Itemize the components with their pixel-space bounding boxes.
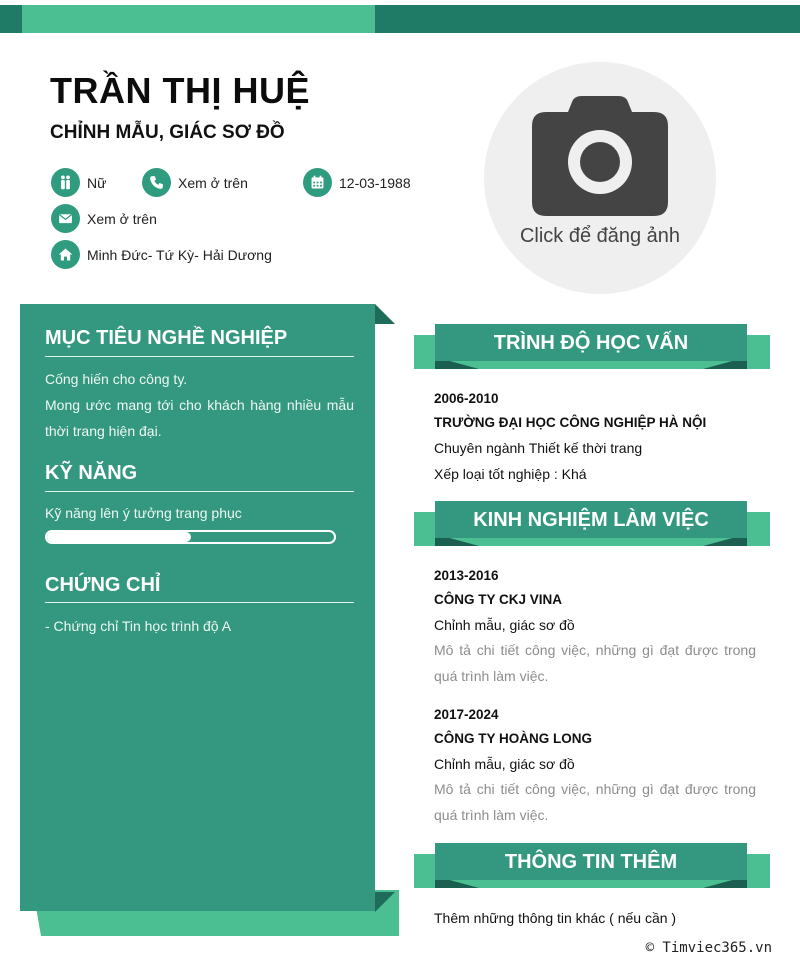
experience-ribbon	[414, 501, 770, 559]
education-period[interactable]: 2006-2010	[434, 391, 499, 406]
envelope-icon	[51, 204, 80, 233]
job-1-position[interactable]: Chỉnh mẫu, giác sơ đồ	[434, 617, 575, 633]
objective-line-2[interactable]: Mong ước mang tới cho khách hàng nhiều mẫu thời trang hiện đại.	[45, 397, 354, 439]
address-info[interactable]	[51, 240, 272, 269]
job-1-company[interactable]: CÔNG TY CKJ VINA	[434, 592, 563, 607]
objective-line-1[interactable]: Cống hiến cho công ty.	[45, 371, 188, 387]
footer-credit: © Timviec365.vn	[645, 940, 772, 956]
objective-divider	[45, 356, 354, 357]
education-major[interactable]: Chuyên ngành Thiết kế thời trang	[434, 440, 643, 456]
skill-level-fill	[47, 532, 191, 542]
gender-text: Nữ	[87, 174, 107, 191]
objective-title: MỤC TIÊU NGHỀ NGHIỆP	[45, 327, 288, 349]
additional-text[interactable]: Thêm những thông tin khác ( nếu cần )	[434, 910, 677, 926]
home-icon	[51, 240, 80, 269]
additional-ribbon	[414, 843, 770, 901]
phone-text: Xem ở trên	[178, 174, 248, 191]
birthdate-info[interactable]	[303, 168, 411, 197]
top-stripe-right	[375, 5, 800, 33]
panel-fold-top	[375, 304, 395, 324]
gender-info[interactable]	[51, 168, 106, 197]
top-stripe-middle	[22, 5, 375, 33]
avatar-caption: Click để đăng ảnh	[519, 225, 681, 247]
avatar-upload[interactable]	[484, 62, 716, 294]
certificates-title: CHỨNG CHỈ	[45, 574, 161, 596]
top-stripe-left	[0, 5, 22, 33]
job-2-description[interactable]: Mô tả chi tiết công việc, những gì đạt được trong quá trình làm việc.	[434, 781, 756, 823]
job-2-company[interactable]: CÔNG TY HOÀNG LONG	[434, 731, 593, 746]
education-ribbon	[414, 324, 770, 382]
skills-divider	[45, 491, 354, 492]
camera-icon	[530, 96, 670, 218]
additional-title: THÔNG TIN THÊM	[435, 843, 747, 880]
birthdate-text: 12-03-1988	[339, 174, 411, 191]
education-school[interactable]: TRƯỜNG ĐẠI HỌC CÔNG NGHIỆP HÀ NỘI	[434, 415, 707, 430]
job-1-description[interactable]: Mô tả chi tiết công việc, những gì đạt được trong quá trình làm việc.	[434, 642, 756, 684]
candidate-name[interactable]: TRẦN THỊ HUỆ	[50, 70, 310, 111]
job-title[interactable]: CHỈNH MẪU, GIÁC SƠ ĐỒ	[50, 122, 285, 143]
job-2-period[interactable]: 2017-2024	[434, 707, 499, 722]
address-text: Minh Đức- Tứ Kỳ- Hải Dương	[87, 246, 272, 263]
users-icon	[51, 168, 80, 197]
calendar-icon	[303, 168, 332, 197]
certificates-divider	[45, 602, 354, 603]
phone-info[interactable]	[142, 168, 248, 197]
job-1-period[interactable]: 2013-2016	[434, 568, 499, 583]
skill-label[interactable]: Kỹ năng lên ý tưởng trang phục	[45, 505, 242, 521]
education-grade[interactable]: Xếp loại tốt nghiệp : Khá	[434, 466, 587, 482]
phone-icon	[142, 168, 171, 197]
education-title: TRÌNH ĐỘ HỌC VẤN	[435, 324, 747, 361]
job-2-position[interactable]: Chỉnh mẫu, giác sơ đồ	[434, 756, 575, 772]
experience-title: KINH NGHIỆM LÀM VIỆC	[435, 501, 747, 538]
skills-title: KỸ NĂNG	[45, 462, 138, 484]
certificate-item[interactable]: - Chứng chỉ Tin học trình độ A	[45, 618, 232, 634]
left-panel	[20, 304, 375, 911]
email-text: Xem ở trên	[87, 210, 157, 227]
skill-level-bar[interactable]	[45, 530, 336, 544]
email-info[interactable]	[51, 204, 157, 233]
